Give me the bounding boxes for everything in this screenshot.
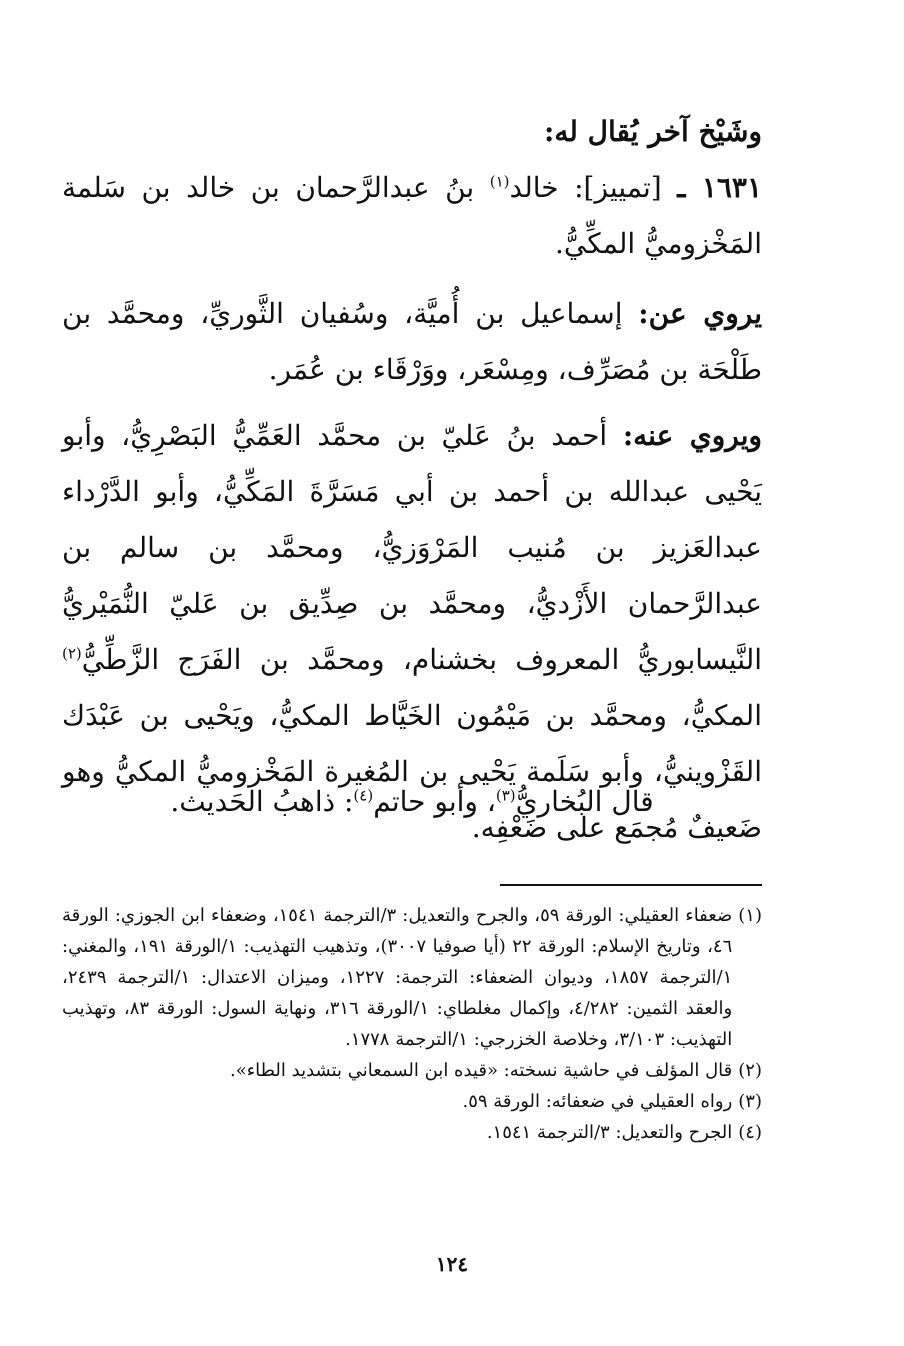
footnote [62,1055,762,1086]
footnotes [62,900,762,1148]
entry-number: ١٦٣١ ـ [677,171,762,204]
verdict-part3: : ذاهبُ الحَديث. [170,785,354,818]
verdict-part2: ، وأبو حاتم [373,785,496,818]
narrated-by-label: ويروي عنه: [622,419,763,452]
narrated-by-text-a: أحمد بنُ عَليّ بن محمَّد العَمِّيُّ البَصْرِيُّ، وأبو يَحْيى عبدالله بن أحمد بن أبي مَسَرَّةَ المَكِّيُّ، وأبو الدَّرْداء عبدالعَزيز بن مُنيب المَرْوَزيُّ، ومحمَّد بن سالم بن عبدالرَّحمان الأَزْديُّ، ومحمَّد بن صِدِّيق بن عَليّ النُّمَيْريُّ النَّيسابوريُّ المعروف بخشنام، ومحمَّد بن الفَرَج الزَّطِّيُّ [62,419,762,676]
footnote-ref-1[interactable]: (١) [489,172,510,191]
footnote-ref-4[interactable]: (٤) [353,786,374,805]
page-number: ١٢٤ [435,1252,469,1276]
section-heading: وشَيْخ آخر يُقال له: [544,115,762,148]
footnote-number: (١) [738,905,762,926]
verdict-part1: قال البُخاريُّ [515,785,654,818]
footnote [62,1117,762,1148]
footnote [62,900,762,1055]
footnote-separator [500,884,762,886]
narrates-from-label: يروي عن: [638,297,762,330]
footnote-number: (٣) [738,1091,762,1112]
footnote-text: قال المؤلف في حاشية نسخته: «قيده ابن السمعاني بتشديد الطاء». [229,1060,733,1081]
footnote-number: (٢) [738,1060,762,1081]
footnote-text: ضعفاء العقيلي: الورقة ٥٩، والجرح والتعديل: ٣/الترجمة ١٥٤١، وضعفاء ابن الجوزي: الورقة ٤٦، وتاريخ الإسلام: الورقة ٢٢ (أيا صوفيا ٣٠٠٧)، وتذهيب التهذيب: ١/الورقة ١٩١، والمغني: ١/الترجمة ١٨٥٧، وديوان الضعفاء: الترجمة: ١٢٢٧، وميزان الاعتدال: ١/الترجمة ٢٤٣٩، والعقد الثمين: ٤/٢٨٢، وإكمال مغلطاي: ١/الورقة ٣١٦، ونهاية السول: الورقة ٨٣، وتهذيب التهذيب: ٣/١٠٣، وخلاصة الخزرجي: ١/الترجمة ١٧٧٨. [62,905,733,1050]
entry-name-lead: خالد [509,171,559,204]
biography-entry [62,160,762,272]
narrates-from-text: إسماعيل بن أُميَّة، وسُفيان الثَّوريِّ، ومحمَّد بن طَلْحَة بن مُصَرِّف، ومِسْعَر، ووَرْقَاء بن عُمَر. [62,297,762,386]
narrated-by-text-b: المكيُّ، ومحمَّد بن مَيْمُون الخَيَّاط المكيُّ، ويَحْيى بن عَبْدَك القَزْوينيُّ، وأبو سَلَمة يَحْيى بن المُغيرة المَخْزوميُّ المكيُّ وهو ضَعيفٌ مُجمَع على ضَعْفِه. [62,699,762,844]
entry-tag: [تمييز]: [574,171,662,204]
narrates-from-section [62,286,762,398]
footnote-text: الجرح والتعديل: ٣/الترجمة ١٥٤١. [486,1122,733,1143]
verdict-line [62,774,762,830]
entry-name-rest: بنُ عبدالرَّحمان بن خالد بن سَلمة المَخْزوميُّ المكِّيُّ. [62,171,762,260]
footnote-number: (٤) [738,1122,762,1143]
footnote [62,1086,762,1117]
footnote-ref-2[interactable]: (٢) [62,644,82,663]
footnote-text: رواه العقيلي في ضعفائه: الورقة ٥٩. [462,1091,733,1112]
footnote-ref-3[interactable]: (٣) [495,786,516,805]
